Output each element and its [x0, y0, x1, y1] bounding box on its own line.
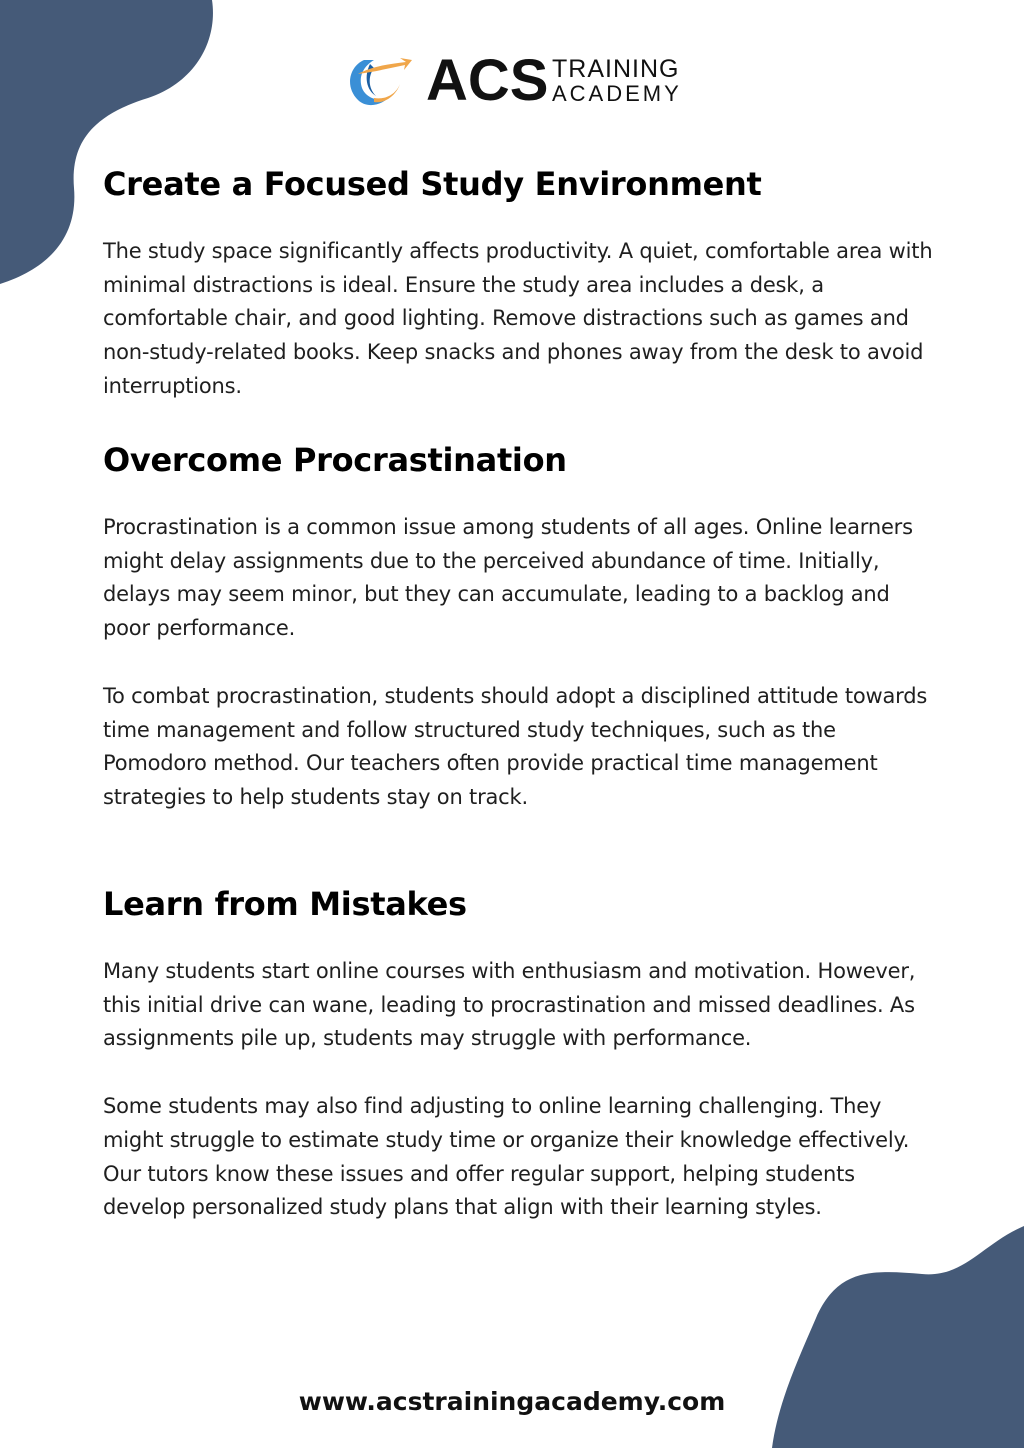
section-heading: Learn from Mistakes: [103, 885, 467, 923]
section-learn-from-mistakes: [103, 880, 933, 1225]
logo-academy-text: ACADEMY: [552, 81, 682, 106]
section-heading: Create a Focused Study Environment: [103, 165, 762, 203]
swoosh-arrow-icon: [344, 52, 412, 110]
section-paragraph: Many students start online courses with enthusiasm and motivation. However, this initial drive can wane, leading to procrastination and missed deadlines. As assignments pile up, students may struggle with performance.: [103, 959, 916, 1051]
section-heading: Overcome Procrastination: [103, 441, 567, 479]
acs-training-academy-logo: [344, 50, 684, 112]
logo-training-text: TRAINING: [552, 55, 680, 83]
section-study-environment: [103, 160, 933, 404]
section-paragraph: Some students may also find adjusting to online learning challenging. They might struggle to estimate study time or organize their knowledge effectively. Our tutors know these issues and offer regular support, helping students develop personalized study plans that align with their learning styles.: [103, 1094, 910, 1220]
section-paragraph: Procrastination is a common issue among students of all ages. Online learners might delay assignments due to the perceived abundance of time. Initially, delays may seem minor, but they can accumulate, leading to a backlog and poor performance.: [103, 515, 913, 641]
section-paragraph: The study space significantly affects productivity. A quiet, comfortable area with minimal distractions is ideal. Ensure the study area includes a desk, a comfortable chair, and good lighting. Remove distractions such as games and non-study-related books. Keep snacks and phones away from the desk to avoid interruptions.: [103, 239, 933, 398]
section-paragraph: To combat procrastination, students should adopt a disciplined attitude towards time management and follow structured study techniques, such as the Pomodoro method. Our teachers often provide practical time management strategies to help students stay on track.: [103, 683, 928, 809]
footer-website-link[interactable]: www.acstrainingacademy.com: [298, 1387, 726, 1416]
section-procrastination: [103, 436, 933, 815]
logo-acs-text: ACS: [426, 48, 549, 113]
